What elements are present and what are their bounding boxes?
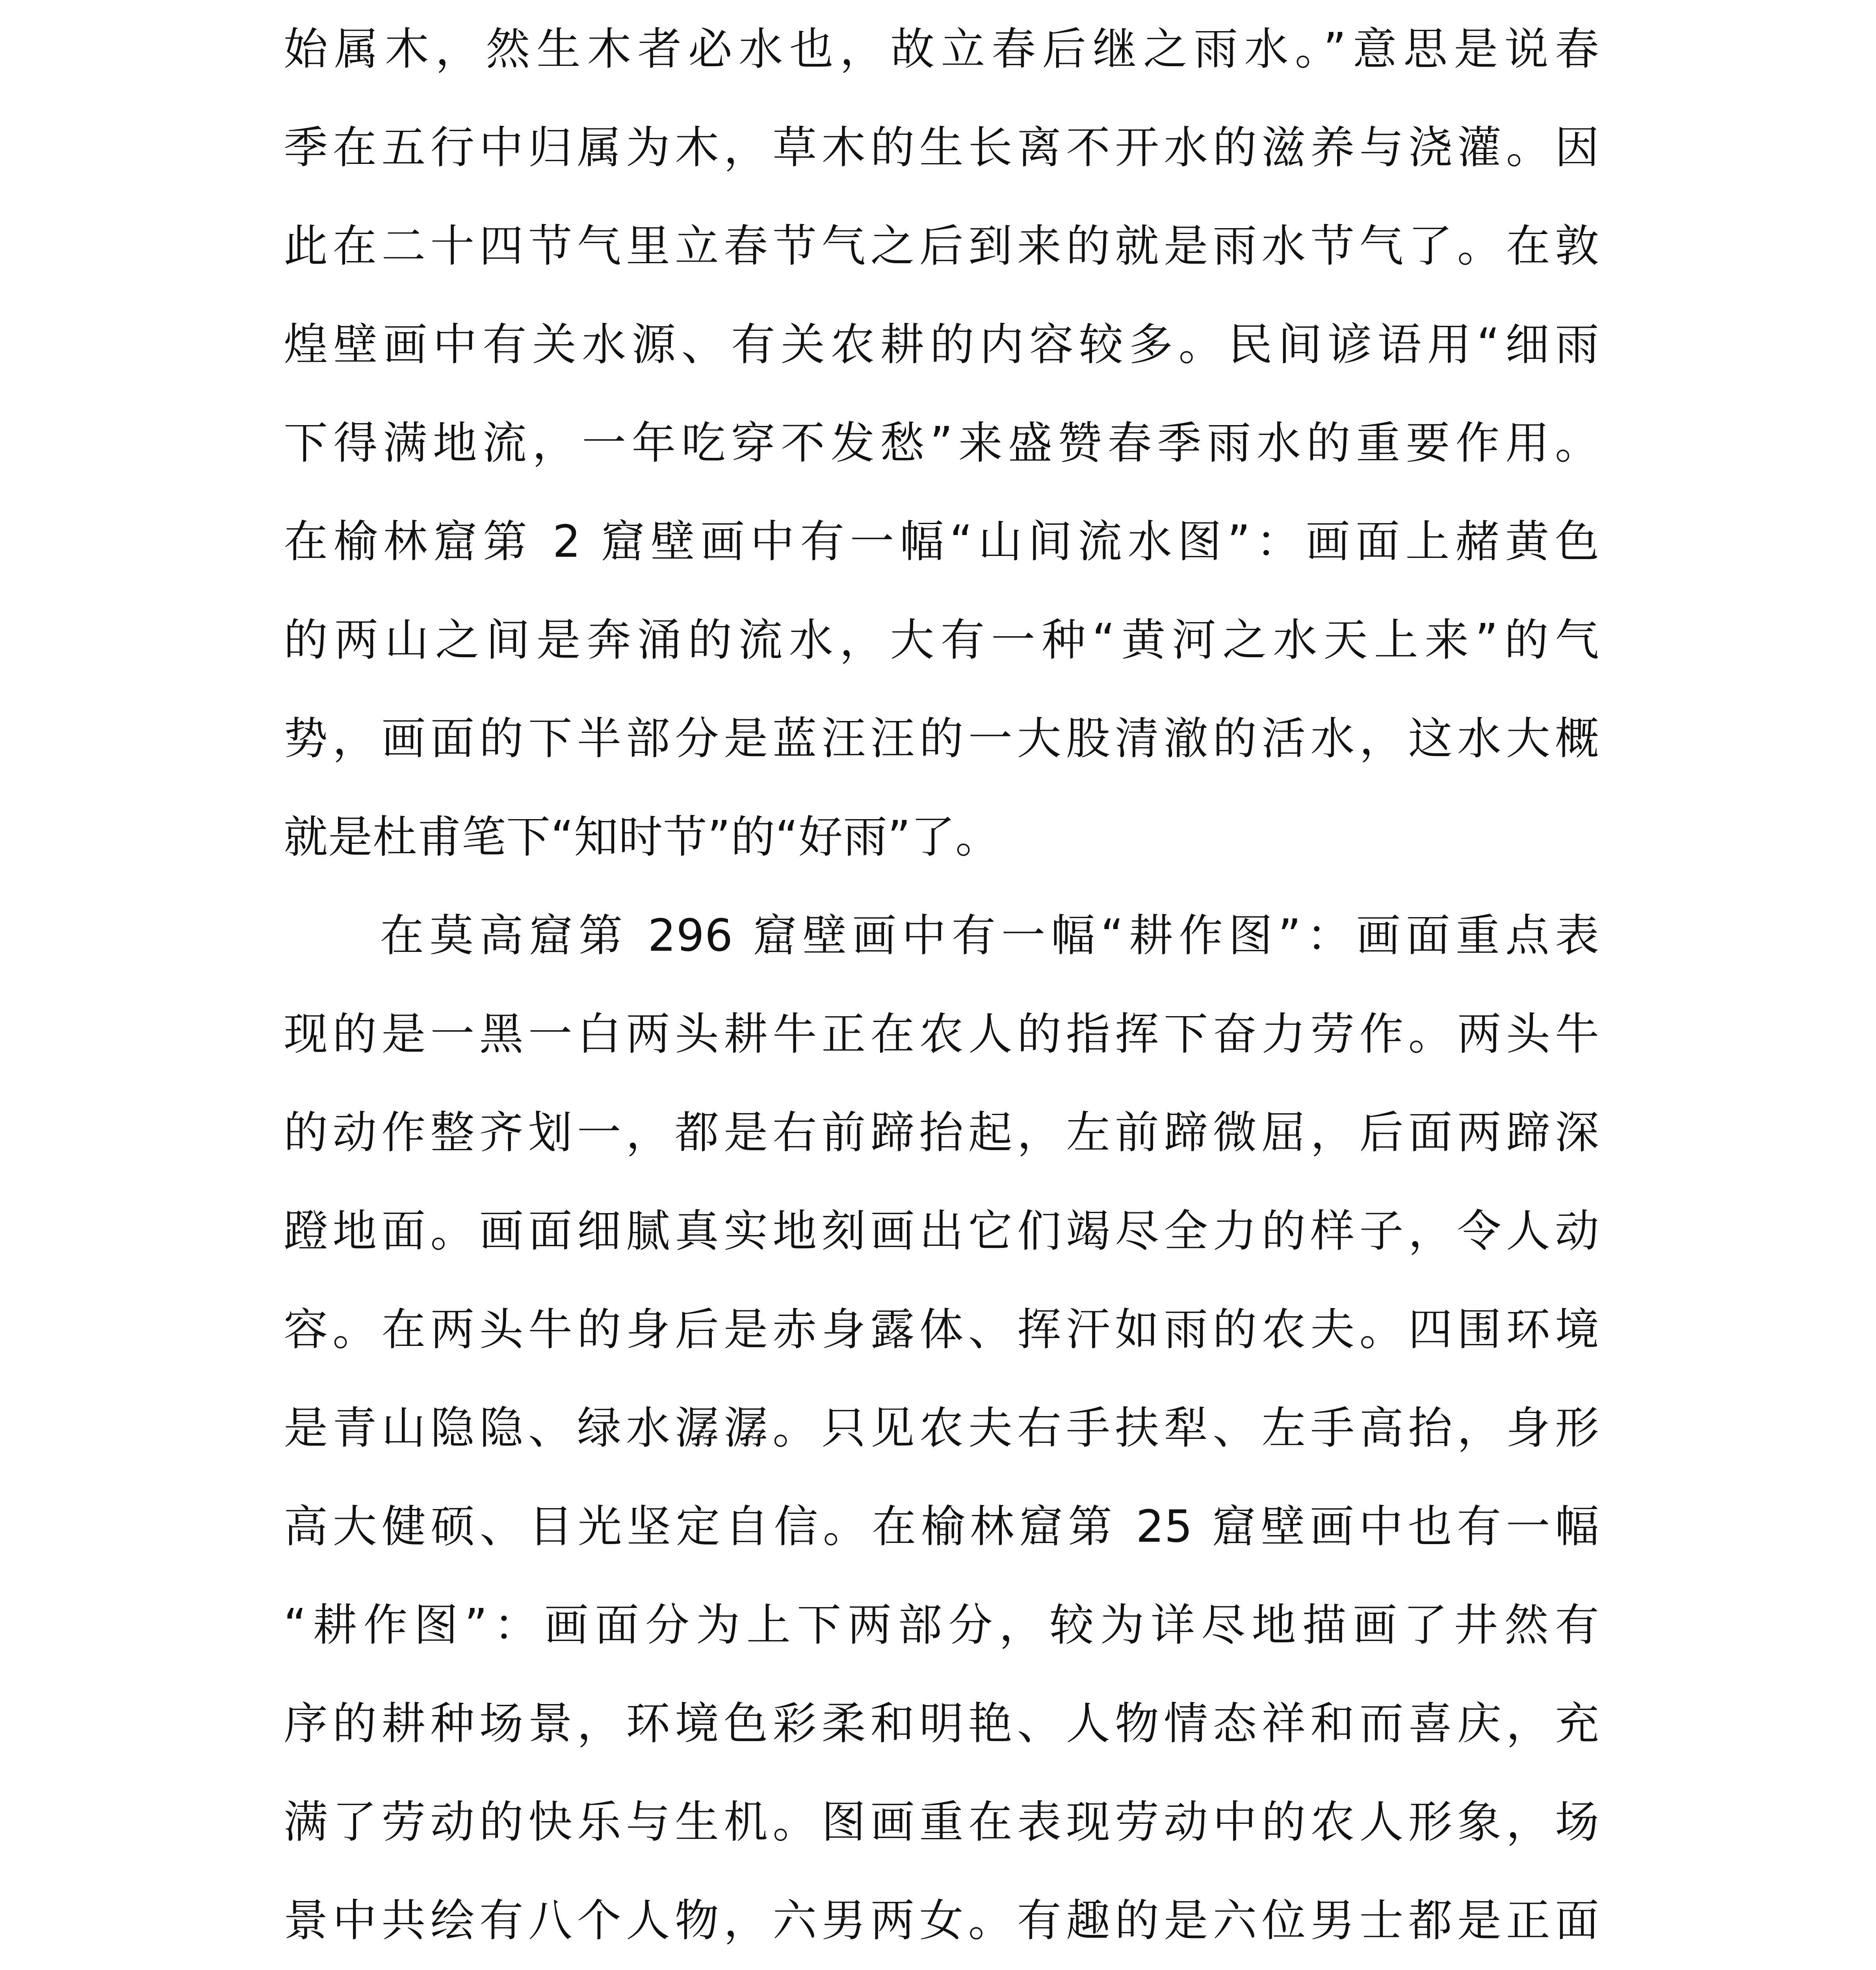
paragraph-2 (284, 886, 1599, 1970)
text-line: 容。在两头牛的身后是赤身露体、挥汗如雨的农夫。四围环境 (284, 1304, 1599, 1355)
text-line: 的两山之间是奔涌的流水，大有一种“黄河之水天上来”的气 (284, 615, 1599, 666)
text-line: 势，画面的下半部分是蓝汪汪的一大股清澈的活水，这水大概 (284, 713, 1599, 764)
text-line: 高大健硕、目光坚定自信。在榆林窟第 25 窟壁画中也有一幅 (284, 1501, 1599, 1552)
text-line: 现的是一黑一白两头耕牛正在农人的指挥下奋力劳作。两头牛 (284, 1009, 1599, 1060)
text-line: 是青山隐隐、绿水潺潺。只见农夫右手扶犁、左手高抬，身形 (284, 1403, 1599, 1454)
paragraph-1 (284, 0, 1599, 886)
text-line: 始属木，然生木者必水也，故立春后继之雨水。”意思是说春 (284, 24, 1599, 75)
text-line: 蹬地面。画面细腻真实地刻画出它们竭尽全力的样子，令人动 (284, 1206, 1599, 1257)
text-line: “耕作图”：画面分为上下两部分，较为详尽地描画了井然有 (284, 1600, 1599, 1651)
text-line: 在莫高窟第 296 窟壁画中有一幅“耕作图”：画面重点表 (380, 910, 1599, 961)
text-line: 在榆林窟第 2 窟壁画中有一幅“山间流水图”：画面上赭黄色 (284, 516, 1599, 567)
text-line: 景中共绘有八个人物，六男两女。有趣的是六位男士都是正面 (284, 1895, 1599, 1946)
text-line: 的动作整齐划一，都是右前蹄抬起，左前蹄微屈，后面两蹄深 (284, 1107, 1599, 1158)
text-line: 煌壁画中有关水源、有关农耕的内容较多。民间谚语用“细雨 (284, 319, 1599, 370)
text-line: 下得满地流，一年吃穿不发愁”来盛赞春季雨水的重要作用。 (284, 418, 1599, 469)
text-line: 此在二十四节气里立春节气之后到来的就是雨水节气了。在敦 (284, 221, 1599, 272)
text-line: 满了劳动的快乐与生机。图画重在表现劳动中的农人形象，场 (284, 1797, 1599, 1848)
text-line: 序的耕种场景，环境色彩柔和明艳、人物情态祥和而喜庆，充 (284, 1698, 1599, 1749)
text-line: 季在五行中归属为木，草木的生长离不开水的滋养与浇灌。因 (284, 122, 1599, 173)
text-line: 就是杜甫笔下“知时节”的“好雨”了。 (284, 812, 1000, 863)
